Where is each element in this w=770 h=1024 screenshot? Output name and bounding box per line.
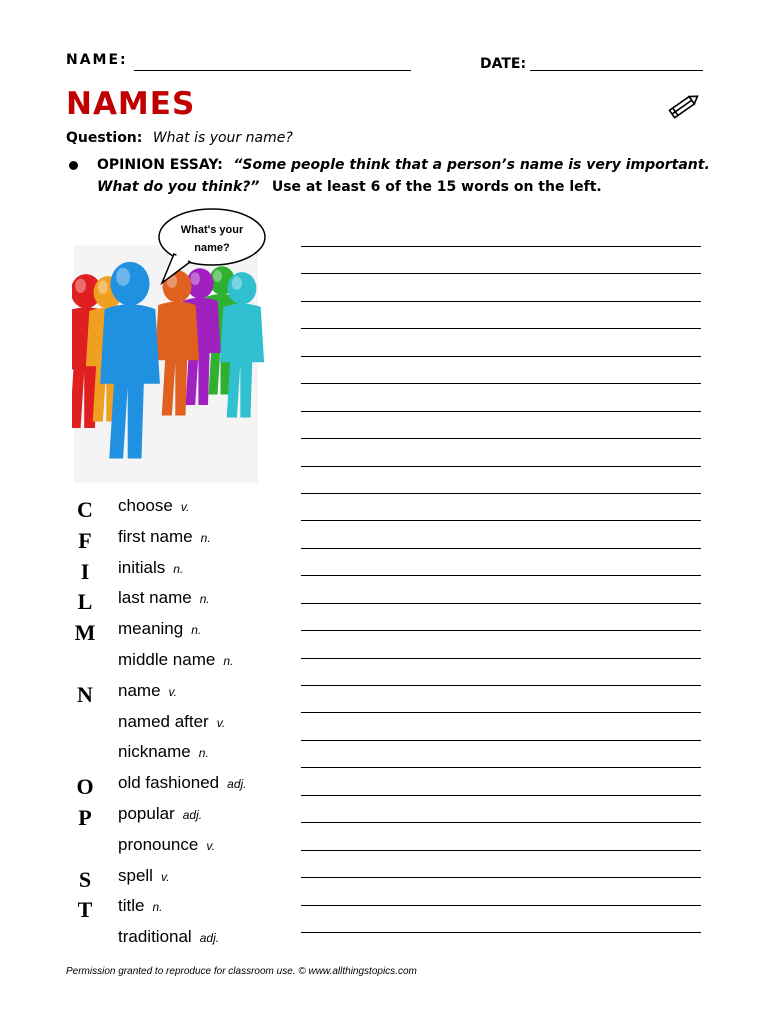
- speech-bubble: [156, 207, 268, 269]
- writing-line[interactable]: [301, 411, 701, 412]
- name-label: NAME:: [66, 52, 128, 68]
- vocab-word: traditional: [118, 927, 192, 946]
- vocab-word: last name: [118, 588, 192, 607]
- writing-line[interactable]: [301, 877, 701, 878]
- vocab-letter: T: [77, 897, 93, 922]
- writing-line[interactable]: [301, 658, 701, 659]
- writing-line[interactable]: [301, 767, 701, 768]
- vocab-word: named after: [118, 712, 209, 731]
- essay-prompt: [97, 154, 717, 198]
- date-label: DATE:: [480, 56, 527, 72]
- essay-label: OPINION ESSAY:: [97, 157, 223, 173]
- vocab-item: [118, 712, 225, 732]
- writing-line[interactable]: [301, 383, 701, 384]
- speech-bubble-line1: What's your: [180, 224, 244, 236]
- essay-quote-line1: “Some people think that a person’s name is very important.: [233, 157, 710, 173]
- vocab-item: [118, 804, 202, 824]
- speech-bubble-line2: name?: [194, 242, 230, 254]
- vocab-item: [118, 927, 219, 947]
- vocab-word: first name: [118, 527, 193, 546]
- vocab-part-of-speech: n.: [199, 592, 210, 606]
- vocab-letter: M: [74, 620, 96, 645]
- bullet-icon: [69, 161, 78, 170]
- writing-line[interactable]: [301, 548, 701, 549]
- vocab-word: middle name: [118, 650, 216, 669]
- vocab-item: [118, 866, 169, 886]
- vocab-letter: I: [80, 559, 90, 584]
- vocab-part-of-speech: n.: [198, 746, 209, 760]
- vocab-item: [118, 742, 209, 762]
- question-label: Question:: [66, 130, 143, 146]
- vocab-letter: F: [78, 528, 92, 553]
- vocab-part-of-speech: adj.: [182, 808, 203, 822]
- writing-line[interactable]: [301, 246, 701, 247]
- vocab-item: [118, 650, 233, 670]
- vocab-part-of-speech: v.: [160, 870, 170, 884]
- writing-line[interactable]: [301, 630, 701, 631]
- writing-line[interactable]: [301, 301, 701, 302]
- vocab-letter: O: [76, 774, 94, 799]
- essay-quote-line2: What do you think?”: [97, 179, 260, 195]
- writing-line[interactable]: [301, 493, 701, 494]
- writing-line[interactable]: [301, 356, 701, 357]
- writing-line[interactable]: [301, 932, 701, 933]
- vocab-word: spell: [118, 866, 153, 885]
- name-field[interactable]: [134, 70, 411, 71]
- vocab-part-of-speech: n.: [152, 900, 163, 914]
- date-field[interactable]: [530, 70, 703, 71]
- writing-line[interactable]: [301, 795, 701, 796]
- vocab-item: [118, 773, 247, 793]
- writing-line[interactable]: [301, 575, 701, 576]
- vocab-part-of-speech: v.: [168, 685, 177, 699]
- writing-line[interactable]: [301, 850, 701, 851]
- vocab-letter: C: [77, 497, 93, 522]
- vocab-word: initials: [118, 558, 166, 577]
- writing-line[interactable]: [301, 520, 701, 521]
- vocab-word: name: [118, 681, 161, 700]
- vocab-part-of-speech: n.: [173, 562, 184, 576]
- vocab-part-of-speech: v.: [180, 500, 190, 514]
- vocab-word: meaning: [118, 619, 184, 638]
- pencil-icon: [664, 92, 702, 127]
- question-text: What is your name?: [152, 130, 293, 146]
- writing-line[interactable]: [301, 712, 701, 713]
- vocab-part-of-speech: adj.: [199, 931, 220, 945]
- writing-line[interactable]: [301, 822, 701, 823]
- vocab-word: pronounce: [118, 835, 199, 854]
- vocab-item: [118, 527, 211, 547]
- vocab-item: [118, 496, 189, 516]
- footer-permission: Permission granted to reproduce for classroom use. © www.allthingstopics.com: [66, 966, 417, 977]
- vocab-item: [118, 619, 201, 639]
- vocab-letter: L: [77, 589, 93, 614]
- vocab-word: choose: [118, 496, 173, 515]
- writing-line[interactable]: [301, 685, 701, 686]
- writing-line[interactable]: [301, 466, 701, 467]
- writing-line[interactable]: [301, 905, 701, 906]
- writing-line[interactable]: [301, 273, 701, 274]
- vocab-item: [118, 588, 210, 608]
- vocab-letter: P: [78, 805, 92, 830]
- essay-instruction: Use at least 6 of the 15 words on the left.: [271, 179, 602, 195]
- vocab-word: title: [118, 896, 145, 915]
- vocab-word: old fashioned: [118, 773, 220, 792]
- writing-line[interactable]: [301, 438, 701, 439]
- vocab-part-of-speech: n.: [200, 531, 211, 545]
- vocab-part-of-speech: adj.: [227, 777, 247, 791]
- vocab-item: [118, 681, 177, 701]
- vocab-part-of-speech: v.: [206, 839, 215, 853]
- vocab-item: [118, 835, 215, 855]
- vocab-item: [118, 558, 183, 578]
- vocab-part-of-speech: v.: [216, 716, 226, 730]
- vocab-word: nickname: [118, 742, 191, 761]
- writing-line[interactable]: [301, 328, 701, 329]
- vocab-letter: N: [77, 682, 93, 707]
- writing-line[interactable]: [301, 603, 701, 604]
- vocab-word: popular: [118, 804, 175, 823]
- vocab-item: [118, 896, 162, 916]
- vocab-part-of-speech: n.: [223, 654, 234, 668]
- vocab-part-of-speech: n.: [191, 623, 202, 637]
- question-row: [66, 129, 293, 147]
- vocab-letter: S: [78, 867, 92, 892]
- page-title: NAMES: [66, 86, 196, 122]
- writing-line[interactable]: [301, 740, 701, 741]
